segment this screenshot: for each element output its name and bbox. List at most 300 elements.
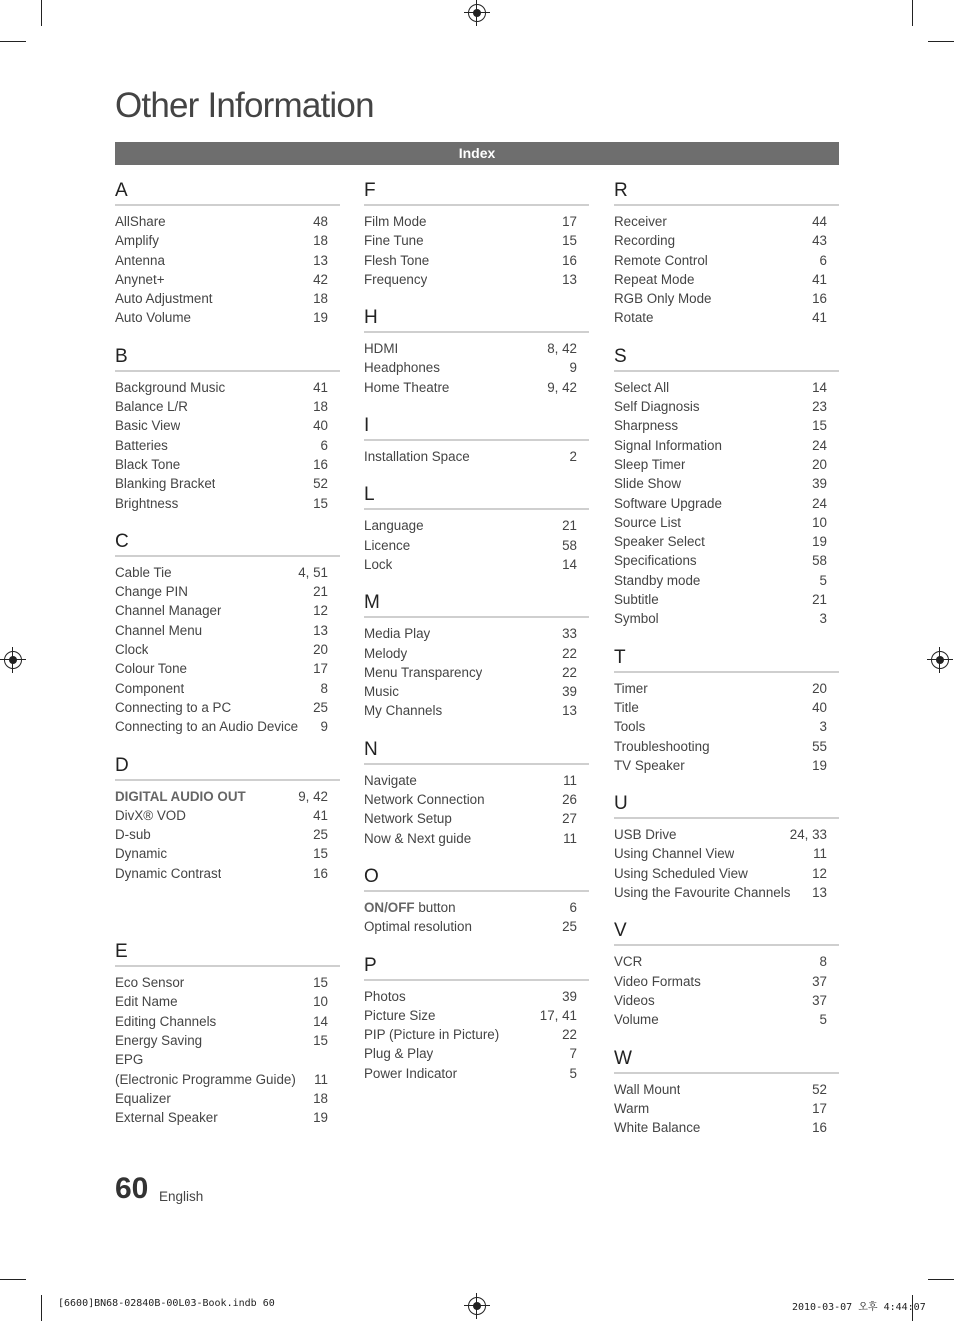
index-entry (614, 251, 839, 270)
index-entry-term: Subtitle (614, 592, 659, 608)
index-entry-page: 19 (812, 757, 827, 773)
index-entry-page: 41 (313, 379, 328, 395)
index-entry-term: Connecting to an Audio Device (115, 719, 299, 735)
index-entry (115, 416, 340, 435)
index-entry (614, 991, 839, 1010)
index-entry (614, 679, 839, 698)
index-letter-heading: B (115, 344, 340, 372)
index-entry (614, 474, 839, 493)
index-letter-heading: A (115, 178, 340, 206)
index-section (614, 178, 839, 328)
index-entry-page: 6 (569, 899, 577, 915)
index-entry-term: Volume (614, 1012, 659, 1028)
index-section (115, 529, 340, 737)
index-entry-term: Picture Size (364, 1007, 436, 1023)
index-entry-term: (Electronic Programme Guide) (115, 1071, 296, 1087)
index-entry-term: Source List (614, 514, 681, 530)
index-entry (364, 682, 589, 701)
index-section (614, 791, 839, 902)
index-entry (364, 829, 589, 848)
index-entry-term: Recording (614, 233, 676, 249)
index-entry-page: 58 (812, 553, 827, 569)
index-entry (115, 825, 340, 844)
index-entry-term: Change PIN (115, 584, 188, 600)
index-entry-term: Plug & Play (364, 1046, 434, 1062)
index-entry-term: Network Setup (364, 811, 452, 827)
index-entry-term: Anynet+ (115, 271, 165, 287)
index-section (115, 753, 340, 883)
index-letter-heading: T (614, 645, 839, 673)
index-entry (115, 992, 340, 1011)
index-entry (614, 212, 839, 231)
index-entry-page: 21 (562, 518, 577, 534)
index-entry-page: 15 (313, 846, 328, 862)
index-section (364, 864, 589, 937)
index-entry-term: Energy Saving (115, 1032, 203, 1048)
index-entry-term: Troubleshooting (614, 738, 710, 754)
index-entry-page: 22 (562, 645, 577, 661)
crop-mark (41, 1295, 42, 1321)
index-entry (115, 1012, 340, 1031)
index-entry (614, 756, 839, 775)
index-entry (364, 212, 589, 231)
index-entry-page: 19 (313, 310, 328, 326)
index-entry-page: 5 (569, 1065, 577, 1081)
index-entry-page: 18 (313, 233, 328, 249)
index-entry (115, 698, 340, 717)
index-entry-term: DivX® VOD (115, 807, 186, 823)
index-entry (115, 1108, 340, 1127)
index-entry-term: Using Scheduled View (614, 865, 748, 881)
index-entry (115, 1089, 340, 1108)
index-entry (115, 378, 340, 397)
index-entry-term: RGB Only Mode (614, 291, 712, 307)
index-entry (614, 590, 839, 609)
index-entry (364, 1044, 589, 1063)
index-letter-heading: I (364, 413, 589, 441)
index-entry (115, 621, 340, 640)
index-entry-page: 17 (812, 1100, 827, 1116)
index-entry-page: 17, 41 (539, 1007, 577, 1023)
index-letter-heading: E (115, 939, 340, 967)
index-entry (364, 536, 589, 555)
index-entry-term: USB Drive (614, 827, 677, 843)
index-entry-page: 9 (320, 719, 328, 735)
index-entry-page: 15 (313, 975, 328, 991)
index-entry-term-emphasis: ON/OFF (364, 899, 415, 915)
index-entry (364, 447, 589, 466)
index-entry-page: 14 (812, 379, 827, 395)
index-entry-term: White Balance (614, 1120, 701, 1136)
index-entry-page: 40 (313, 418, 328, 434)
index-entry (115, 289, 340, 308)
index-entry (115, 717, 340, 736)
index-entry-term: Using the Favourite Channels (614, 885, 791, 901)
index-entry-term: Editing Channels (115, 1013, 217, 1029)
index-entry (614, 378, 839, 397)
index-entry-page: 24 (812, 437, 827, 453)
index-entry (115, 1031, 340, 1050)
index-entry (364, 898, 589, 917)
index-entry-term: Optimal resolution (364, 919, 472, 935)
index-entry-page: 25 (313, 699, 328, 715)
index-entry-term: Standby mode (614, 572, 701, 588)
index-entry (364, 701, 589, 720)
index-entry-page: 44 (812, 214, 827, 229)
index-entry-page: 48 (313, 214, 328, 229)
index-entry-page: 52 (313, 476, 328, 492)
index-letter-heading: U (614, 791, 839, 819)
index-letter-heading: L (364, 482, 589, 510)
index-section (614, 344, 839, 629)
index-entry-term: HDMI (364, 341, 399, 357)
index-entry (614, 494, 839, 513)
index-entry-page: 18 (313, 1090, 328, 1106)
crop-mark (928, 41, 954, 42)
index-entry (614, 231, 839, 250)
index-entry-page: 41 (812, 310, 827, 326)
index-entry (115, 436, 340, 455)
index-entry (364, 251, 589, 270)
index-entry (614, 397, 839, 416)
index-entry-page: 41 (313, 807, 328, 823)
index-entry-term: Menu Transparency (364, 664, 483, 680)
index-entry-term: Sleep Timer (614, 456, 686, 472)
index-entry (115, 563, 340, 582)
index-entry-page: 39 (562, 988, 577, 1004)
index-entry (614, 551, 839, 570)
index-entry (364, 231, 589, 250)
index-entry-term: Component (115, 680, 185, 696)
index-entry-page: 5 (819, 572, 827, 588)
index-entry-page: 14 (313, 1013, 328, 1029)
index-entry (614, 1118, 839, 1137)
index-entry-term: Melody (364, 645, 408, 661)
index-entry-page: 15 (313, 495, 328, 511)
index-letter-heading: M (364, 590, 589, 618)
index-entry-term: Clock (115, 642, 149, 658)
index-entry (614, 1080, 839, 1099)
index-entry (614, 609, 839, 628)
index-entry-page: 25 (562, 919, 577, 935)
index-entry-term: Video Formats (614, 973, 701, 989)
index-entry-page: 20 (812, 680, 827, 696)
index-entry-page: 12 (812, 865, 827, 881)
index-entry-page: 37 (812, 992, 827, 1008)
index-entry-page: 19 (313, 1110, 328, 1126)
index-entry (115, 308, 340, 327)
index-entry (364, 987, 589, 1006)
index-letter-heading: V (614, 918, 839, 946)
date-slug: 2010-03-07 오후 4:44:07 (792, 1302, 926, 1313)
index-entry-term: VCR (614, 954, 643, 970)
index-entry-page (322, 1050, 328, 1069)
index-entry (364, 339, 589, 358)
index-section (364, 590, 589, 720)
index-entry (364, 663, 589, 682)
index-entry-term: Auto Volume (115, 310, 191, 326)
index-letter-heading: R (614, 178, 839, 206)
index-entry-page: 15 (313, 1032, 328, 1048)
index-entry-term: Brightness (115, 495, 179, 511)
index-entry (614, 717, 839, 736)
index-entry (115, 1070, 340, 1089)
index-entry-page: 16 (812, 1120, 827, 1136)
index-entry-term: EPG (115, 1052, 144, 1068)
index-entry-page: 20 (812, 456, 827, 472)
index-entry (614, 844, 839, 863)
index-entry-term: Home Theatre (364, 379, 450, 395)
index-entry (614, 883, 839, 902)
page-title: Other Information (115, 86, 374, 125)
index-entry-term: Photos (364, 988, 406, 1004)
index-letter-heading: W (614, 1046, 839, 1074)
index-entry-term: Installation Space (364, 449, 470, 465)
index-entry (115, 231, 340, 250)
index-entry (614, 455, 839, 474)
index-entry-term: Dynamic (115, 846, 168, 862)
index-entry (614, 436, 839, 455)
index-section (364, 413, 589, 466)
index-entry-page: 2 (569, 449, 577, 465)
index-entry-term: Equalizer (115, 1090, 171, 1106)
index-header: Index (115, 142, 839, 165)
index-entry (364, 378, 589, 397)
index-entry-term: Frequency (364, 271, 428, 287)
index-entry-term: Cable Tie (115, 564, 172, 580)
index-entry-page: 21 (812, 592, 827, 608)
index-entry (115, 787, 340, 806)
crop-mark (0, 41, 26, 42)
index-entry (364, 358, 589, 377)
index-section (115, 939, 340, 1127)
index-entry-term: Select All (614, 379, 670, 395)
index-entry-page: 52 (812, 1081, 827, 1097)
index-entry-term: External Speaker (115, 1110, 218, 1126)
index-entry-term: Flesh Tone (364, 252, 430, 268)
index-entry-term: Slide Show (614, 476, 681, 492)
index-entry-term: Sharpness (614, 418, 679, 434)
index-entry (364, 809, 589, 828)
index-entry-term: AllShare (115, 214, 166, 229)
index-entry (115, 212, 340, 231)
index-letter-heading: F (364, 178, 589, 206)
index-entry-page: 42 (313, 271, 328, 287)
index-entry-page: 37 (812, 973, 827, 989)
index-section (364, 737, 589, 848)
index-entry-term: Antenna (115, 252, 165, 268)
index-entry (115, 973, 340, 992)
index-entry-term: Batteries (115, 437, 168, 453)
crop-mark (41, 0, 42, 26)
page-language: English (159, 1189, 204, 1204)
index-entry-page: 10 (313, 994, 328, 1010)
index-entry-page: 9 (569, 360, 577, 376)
index-entry-page: 3 (819, 611, 827, 627)
index-entry-term: Tools (614, 719, 646, 735)
index-entry-term: Auto Adjustment (115, 291, 213, 307)
index-entry-page: 15 (812, 418, 827, 434)
index-entry-term: Receiver (614, 214, 667, 229)
index-entry-term: Software Upgrade (614, 495, 722, 511)
crop-mark (928, 1279, 954, 1280)
index-entry-page: 4, 51 (298, 564, 328, 580)
index-letter-heading: C (115, 529, 340, 557)
index-entry-term: DIGITAL AUDIO OUT (115, 788, 246, 804)
index-entry-page: 6 (320, 437, 328, 453)
index-entry-term: Blanking Bracket (115, 476, 216, 492)
index-column-2 (364, 178, 589, 1099)
page-number: 60 (115, 1172, 149, 1205)
index-entry-page: 13 (562, 703, 577, 719)
index-entry-page: 10 (812, 514, 827, 530)
index-letter-heading: N (364, 737, 589, 765)
index-entry (115, 251, 340, 270)
index-entry (364, 270, 589, 289)
index-entry-page: 43 (812, 233, 827, 249)
index-entry-term: TV Speaker (614, 757, 685, 773)
index-letter-heading: P (364, 953, 589, 981)
index-entry (614, 1099, 839, 1118)
index-section (115, 178, 340, 328)
index-entry-page: 16 (812, 291, 827, 307)
index-entry (115, 494, 340, 513)
index-entry-page: 18 (313, 291, 328, 307)
index-letter-heading: H (364, 305, 589, 333)
index-entry-page: 58 (562, 537, 577, 553)
index-entry-term: Warm (614, 1100, 650, 1116)
index-section (364, 178, 589, 289)
index-entry (614, 864, 839, 883)
index-entry-term (364, 898, 456, 917)
index-entry-page: 14 (562, 556, 577, 572)
index-section (614, 645, 839, 775)
index-entry-term: Headphones (364, 360, 440, 376)
index-entry-page: 19 (812, 534, 827, 550)
index-entry-term: Timer (614, 680, 648, 696)
index-section (614, 1046, 839, 1138)
index-entry (364, 644, 589, 663)
index-entry-term: Symbol (614, 611, 659, 627)
index-entry-term: Language (364, 518, 424, 534)
index-entry-term: PIP (Picture in Picture) (364, 1027, 500, 1043)
index-entry (364, 771, 589, 790)
index-entry-page: 27 (562, 811, 577, 827)
index-section (614, 918, 839, 1029)
index-entry-term: Balance L/R (115, 399, 188, 415)
index-entry-page: 6 (819, 252, 827, 268)
index-entry-term: Music (364, 684, 399, 700)
index-entry (115, 397, 340, 416)
index-entry (115, 679, 340, 698)
index-entry-term: Dynamic Contrast (115, 865, 222, 881)
index-entry (614, 416, 839, 435)
index-entry-term: Colour Tone (115, 661, 187, 677)
index-entry-term: Repeat Mode (614, 271, 695, 287)
index-entry-page: 8 (320, 680, 328, 696)
index-entry (115, 270, 340, 289)
registration-mark-icon (468, 4, 486, 22)
index-entry-page: 8 (819, 954, 827, 970)
index-entry-page: 15 (562, 233, 577, 249)
index-entry (614, 308, 839, 327)
index-entry-term: Videos (614, 992, 655, 1008)
index-entry (115, 582, 340, 601)
index-entry-term: My Channels (364, 703, 443, 719)
index-entry (364, 790, 589, 809)
index-entry-page: 13 (562, 271, 577, 287)
index-entry-term: D-sub (115, 827, 151, 843)
index-entry (115, 455, 340, 474)
index-entry-page: 40 (812, 699, 827, 715)
index-entry (115, 844, 340, 863)
index-entry-term: Channel Menu (115, 622, 203, 638)
index-entry-term: Connecting to a PC (115, 699, 232, 715)
index-entry-term: Rotate (614, 310, 654, 326)
index-column-1 (115, 178, 340, 1143)
index-entry (364, 624, 589, 643)
index-entry-page: 5 (819, 1012, 827, 1028)
index-entry-page: 17 (313, 661, 328, 677)
index-entry-term: Specifications (614, 553, 697, 569)
index-entry (614, 513, 839, 532)
index-entry-page: 24 (812, 495, 827, 511)
index-entry-term: Media Play (364, 626, 431, 642)
index-entry (364, 555, 589, 574)
index-column-3 (614, 178, 839, 1153)
index-section (364, 305, 589, 397)
index-entry (614, 825, 839, 844)
index-entry-term: Basic View (115, 418, 181, 434)
index-entry-page: 21 (313, 584, 328, 600)
index-entry-page: 16 (313, 456, 328, 472)
index-entry-term: Lock (364, 556, 393, 572)
index-entry (364, 1064, 589, 1083)
index-entry-term: Speaker Select (614, 534, 705, 550)
index-entry-term: Self Diagnosis (614, 399, 700, 415)
index-entry (614, 737, 839, 756)
index-entry-term: Amplify (115, 233, 159, 249)
index-section (115, 344, 340, 513)
index-entry (614, 1010, 839, 1029)
index-entry-page: 22 (562, 664, 577, 680)
index-entry-term: Power Indicator (364, 1065, 458, 1081)
index-entry-page: 23 (812, 399, 827, 415)
index-entry (115, 474, 340, 493)
index-entry (115, 864, 340, 883)
index-entry-term: Edit Name (115, 994, 178, 1010)
index-entry-term: Black Tone (115, 456, 181, 472)
index-entry (115, 640, 340, 659)
crop-mark (912, 0, 913, 26)
index-entry-term: Background Music (115, 379, 226, 395)
registration-mark-icon (468, 1297, 486, 1315)
index-entry-term: Fine Tune (364, 233, 424, 249)
index-entry (364, 516, 589, 535)
index-entry-page: 13 (812, 885, 827, 901)
crop-mark (0, 1279, 26, 1280)
index-entry-page: 16 (313, 865, 328, 881)
index-entry-page: 9, 42 (547, 379, 577, 395)
index-letter-heading: S (614, 344, 839, 372)
index-entry-term: Film Mode (364, 214, 427, 229)
index-entry-page: 41 (812, 271, 827, 287)
index-entry (364, 917, 589, 936)
index-entry (614, 532, 839, 551)
index-entry-term: Channel Manager (115, 603, 222, 619)
index-entry-page: 24, 33 (789, 827, 827, 843)
index-entry-page: 39 (562, 684, 577, 700)
